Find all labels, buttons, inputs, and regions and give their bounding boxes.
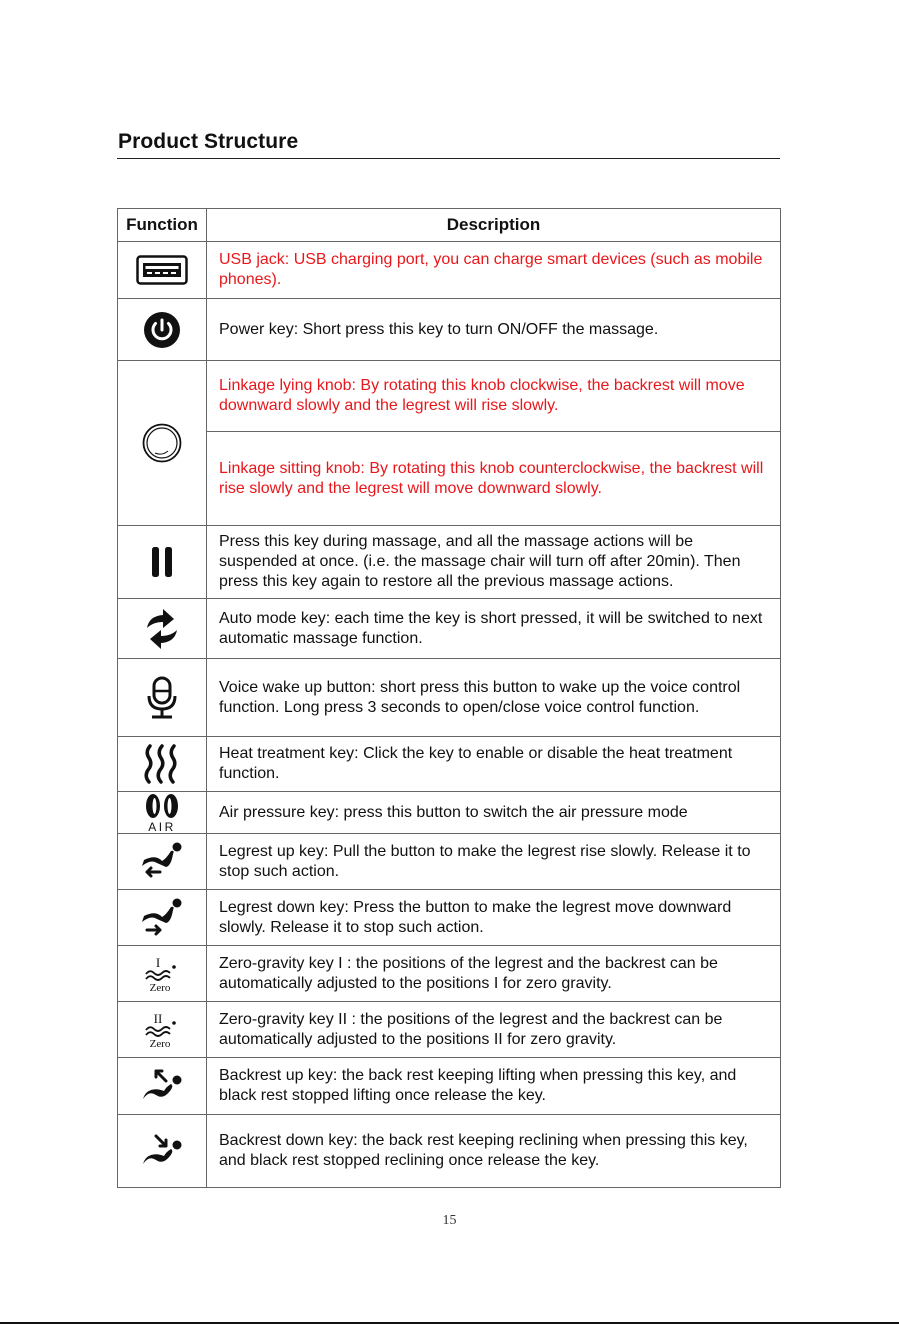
function-cell — [118, 242, 207, 299]
zero-gravity-1-icon — [140, 954, 184, 994]
table-row — [118, 599, 781, 659]
table-row — [118, 890, 781, 946]
zero-gravity-1-label: Zero — [149, 981, 171, 994]
table-row — [118, 659, 781, 737]
zero-gravity-2-label: Zero — [149, 1037, 171, 1050]
function-cell — [118, 946, 207, 1002]
description-heat: Heat treatment key: Click the key to enable or disable the heat treatment function. — [207, 737, 781, 792]
function-cell — [118, 299, 207, 361]
description-voice: Voice wake up button: short press this button to wake up the voice control function. Long press 3 seconds to open/close voice control function. — [207, 659, 781, 737]
backrest-down-icon — [139, 1131, 185, 1171]
function-cell — [118, 834, 207, 890]
description-zero-gravity-1: Zero-gravity key I : the positions of the legrest and the backrest can be automatically adjusted to the positions I for zero gravity. — [207, 946, 781, 1002]
function-cell — [118, 890, 207, 946]
backrest-up-icon — [139, 1066, 185, 1106]
table-row — [118, 432, 781, 526]
air-pressure-icon — [142, 793, 182, 833]
description-air: Air pressure key: press this button to switch the air pressure mode — [207, 792, 781, 834]
table-row — [118, 737, 781, 792]
function-cell — [118, 792, 207, 834]
description-knob-lying: Linkage lying knob: By rotating this knob clockwise, the backrest will move downward slowly and the legrest will rise slowly. — [207, 361, 781, 432]
title-divider — [117, 158, 780, 159]
pause-icon — [151, 546, 173, 578]
air-icon-label: AIR — [148, 819, 176, 833]
description-backrest-down: Backrest down key: the back rest keeping reclining when pressing this key, and black rest stopped reclining once release the key. — [207, 1115, 781, 1188]
table-row — [118, 946, 781, 1002]
function-cell — [118, 1002, 207, 1058]
function-column-header: Function — [118, 209, 207, 242]
description-knob-sitting: Linkage sitting knob: By rotating this knob counterclockwise, the backrest will rise slowly and the legrest will move downward slowly. — [207, 432, 781, 526]
knob-icon — [142, 423, 182, 463]
heat-icon — [143, 744, 181, 784]
description-legrest-up: Legrest up key: Pull the button to make the legrest rise slowly. Release it to stop such action. — [207, 834, 781, 890]
table-row — [118, 299, 781, 361]
description-zero-gravity-2: Zero-gravity key II : the positions of the legrest and the backrest can be automatically adjusted to the positions II for zero gravity. — [207, 1002, 781, 1058]
table-row — [118, 242, 781, 299]
usb-port-icon — [136, 255, 188, 285]
function-cell — [118, 361, 207, 526]
table-row — [118, 834, 781, 890]
description-auto-mode: Auto mode key: each time the key is short pressed, it will be switched to next automatic massage function. — [207, 599, 781, 659]
microphone-icon — [145, 676, 179, 720]
page-number: 15 — [442, 1213, 457, 1228]
zero-gravity-2-mark: II — [153, 1010, 163, 1026]
zero-gravity-2-icon — [140, 1010, 184, 1050]
description-pause: Press this key during massage, and all the massage actions will be suspended at once. (i.e. the massage chair will turn off after 20min). Then press this key again to restore all the previous massage actions. — [207, 526, 781, 599]
function-cell — [118, 599, 207, 659]
function-cell — [118, 1115, 207, 1188]
description-usb: USB jack: USB charging port, you can charge smart devices (such as mobile phones). — [207, 242, 781, 299]
legrest-up-icon — [139, 842, 185, 882]
zero-gravity-1-mark: I — [155, 954, 161, 970]
table-row — [118, 361, 781, 432]
auto-mode-icon — [139, 608, 185, 650]
function-cell — [118, 659, 207, 737]
table-row — [118, 1002, 781, 1058]
power-icon — [143, 311, 181, 349]
description-power: Power key: Short press this key to turn ON/OFF the massage. — [207, 299, 781, 361]
legrest-down-icon — [139, 898, 185, 938]
product-structure-table — [117, 208, 781, 1188]
table-row — [118, 792, 781, 834]
function-cell — [118, 737, 207, 792]
table-row — [118, 526, 781, 599]
table-row — [118, 1115, 781, 1188]
description-legrest-down: Legrest down key: Press the button to make the legrest move downward slowly. Release it to stop such action. — [207, 890, 781, 946]
description-column-header: Description — [207, 209, 781, 242]
table-row — [118, 1058, 781, 1115]
function-cell — [118, 1058, 207, 1115]
table-header-row — [118, 209, 781, 242]
description-backrest-up: Backrest up key: the back rest keeping lifting when pressing this key, and black rest stopped lifting once release the key. — [207, 1058, 781, 1115]
function-cell — [118, 526, 207, 599]
page-title: Product Structure — [118, 130, 299, 153]
